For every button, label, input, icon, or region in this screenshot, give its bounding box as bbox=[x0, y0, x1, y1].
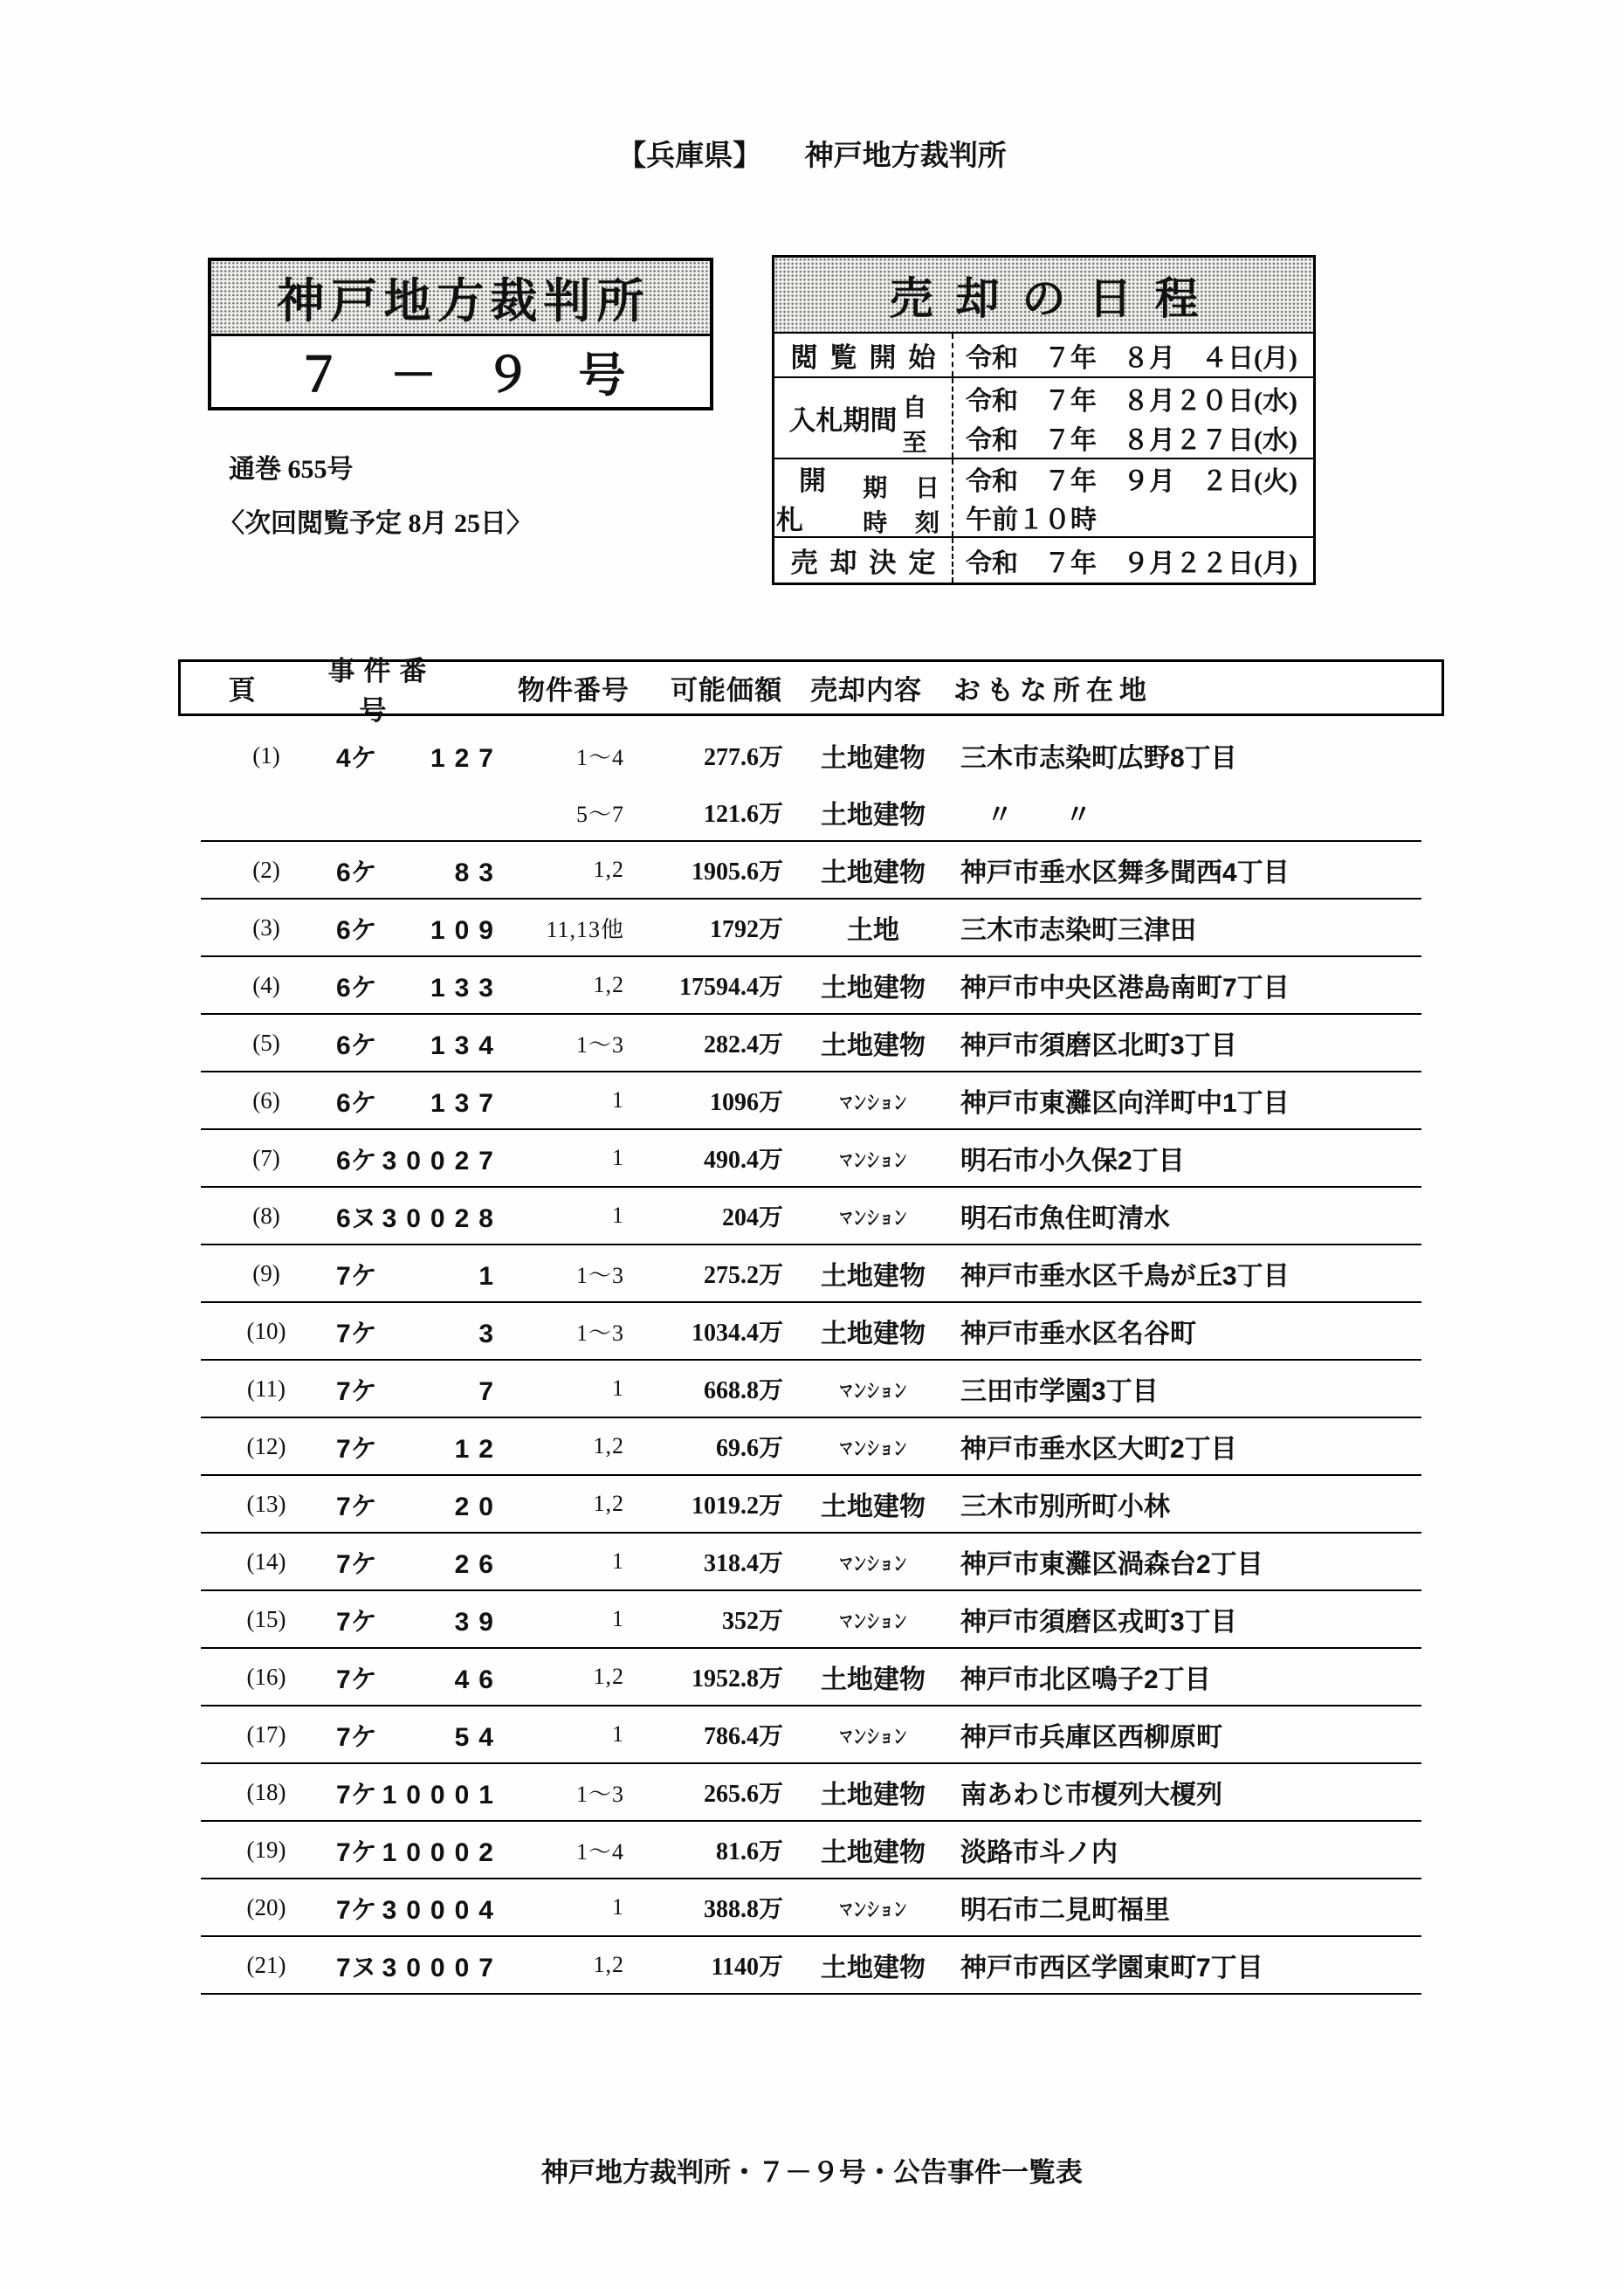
row-page-number: (14) bbox=[246, 1548, 286, 1575]
row-minimum-price: 17594.4万 bbox=[678, 974, 783, 1001]
row-minimum-price: 275.2万 bbox=[703, 1262, 783, 1289]
row-case-number bbox=[336, 1658, 503, 1696]
row-minimum-price: 1792万 bbox=[709, 916, 783, 943]
row-location: 神戸市西区学園東町7丁目 bbox=[960, 1954, 1263, 1982]
header-location: おもな所在地 bbox=[953, 675, 1153, 706]
row-sale-content: マンション bbox=[839, 1724, 907, 1748]
volume-number: 通巻 655号 bbox=[229, 455, 354, 484]
row-case-prefix: 7ケ bbox=[336, 1608, 377, 1637]
row-case-number bbox=[336, 736, 503, 775]
schedule-date: 令和 ７年 ８月２７日(水) bbox=[966, 426, 1297, 456]
row-case-digits: 10002 bbox=[382, 1838, 503, 1867]
row-case-digits: 134 bbox=[430, 1031, 503, 1060]
table-row bbox=[201, 1303, 1421, 1361]
row-case-number bbox=[336, 1600, 503, 1638]
row-case-digits: 109 bbox=[430, 916, 503, 945]
row-location: 三田市学園3丁目 bbox=[960, 1377, 1159, 1406]
case-list-table bbox=[178, 655, 1444, 1995]
row-location: 神戸市北区鳴子2丁目 bbox=[960, 1665, 1211, 1694]
row-page-number: (12) bbox=[246, 1432, 286, 1459]
row-sale-content: 土地 bbox=[847, 916, 899, 945]
row-case-prefix: 7ケ bbox=[336, 1550, 377, 1579]
row-minimum-price: 490.4万 bbox=[703, 1147, 783, 1174]
row-location: 神戸市垂水区舞多聞西4丁目 bbox=[960, 858, 1290, 887]
row-page-number: (1) bbox=[252, 741, 280, 769]
header-case-number: 事件番号 bbox=[327, 655, 436, 726]
row-location: 南あわじ市榎列大榎列 bbox=[960, 1781, 1222, 1810]
row-case-prefix: 7ヌ bbox=[336, 1954, 377, 1982]
row-page-number: (8) bbox=[252, 1202, 280, 1229]
row-location: 神戸市兵庫区西柳原町 bbox=[960, 1723, 1222, 1752]
table-row bbox=[201, 957, 1421, 1015]
schedule-row-bid-period bbox=[774, 376, 1313, 458]
row-case-prefix: 7ケ bbox=[336, 1377, 377, 1406]
row-location: 淡路市斗ノ内 bbox=[960, 1838, 1118, 1867]
schedule-row-sale-decision bbox=[774, 536, 1313, 583]
row-page-number: (3) bbox=[252, 914, 280, 941]
schedule-value-viewing-start bbox=[953, 334, 1313, 376]
row-property-numbers: 1,2 bbox=[593, 857, 624, 882]
row-minimum-price: 786.4万 bbox=[703, 1723, 783, 1750]
header-page: 頁 bbox=[228, 675, 256, 706]
row-minimum-price: 1140万 bbox=[711, 1954, 783, 1981]
row-case-number bbox=[336, 1485, 503, 1523]
row-case-prefix: 6ケ bbox=[336, 974, 377, 1003]
row-case-number bbox=[336, 1773, 503, 1811]
row-case-number bbox=[336, 1369, 503, 1408]
row-case-prefix: 7ケ bbox=[336, 1723, 377, 1752]
table-row bbox=[201, 1764, 1421, 1822]
row-case-prefix: 7ケ bbox=[336, 1493, 377, 1521]
row-location: 神戸市中央区港島南町7丁目 bbox=[960, 974, 1290, 1003]
row-property-numbers: 1 bbox=[612, 1606, 624, 1631]
schedule-label-sub-stack bbox=[902, 389, 938, 456]
row-case-digits: 46 bbox=[454, 1665, 503, 1694]
row-minimum-price: 318.4万 bbox=[703, 1550, 783, 1577]
row-sale-content: マンション bbox=[839, 1551, 907, 1575]
row-case-prefix: 6ケ bbox=[336, 916, 377, 945]
schedule-row-bid-opening bbox=[774, 458, 1313, 536]
row-property-numbers: 1 bbox=[612, 1894, 624, 1920]
row-property-numbers: 1〜3 bbox=[575, 1781, 624, 1807]
row-case-digits: 20 bbox=[454, 1493, 503, 1521]
table-row bbox=[201, 1591, 1421, 1649]
row-minimum-price: 282.4万 bbox=[703, 1031, 783, 1058]
row-minimum-price: 204万 bbox=[721, 1204, 783, 1231]
row-property-numbers: 1,2 bbox=[593, 1664, 624, 1689]
sale-schedule-title: 売却の日程 bbox=[774, 258, 1313, 332]
row-minimum-price: 1034.4万 bbox=[691, 1320, 783, 1347]
schedule-label-bid-opening bbox=[774, 459, 953, 536]
schedule-date: 令和 ７年 ８月２０日(水) bbox=[966, 386, 1297, 416]
row-minimum-price: 81.6万 bbox=[715, 1838, 783, 1865]
row-case-prefix: 7ケ bbox=[336, 1665, 377, 1694]
row-case-number bbox=[336, 1542, 503, 1581]
row-case-prefix: 7ケ bbox=[336, 1262, 377, 1291]
row-sale-content: 土地建物 bbox=[821, 1031, 926, 1060]
row-sale-content: 土地建物 bbox=[821, 1665, 926, 1694]
schedule-sub-date: 期 日 bbox=[863, 474, 950, 502]
row-property-numbers: 1〜4 bbox=[575, 744, 624, 770]
table-row bbox=[201, 1937, 1421, 1995]
row-location: 神戸市垂水区大町2丁目 bbox=[960, 1435, 1237, 1464]
case-list-header-row bbox=[178, 655, 1444, 726]
row-case-digits: 1 bbox=[478, 1262, 503, 1291]
schedule-date: 令和 ７年 ９月２２日(月) bbox=[966, 548, 1297, 578]
row-case-number bbox=[336, 1024, 503, 1062]
row-case-number bbox=[336, 966, 503, 1004]
table-row bbox=[201, 900, 1421, 957]
page-header: 【兵庫県】 神戸地方裁判所 bbox=[617, 141, 1007, 172]
row-case-digits: 133 bbox=[430, 974, 503, 1003]
table-row bbox=[201, 1188, 1421, 1245]
row-case-digits: 30028 bbox=[382, 1204, 503, 1233]
row-location: 明石市二見町福里 bbox=[960, 1896, 1170, 1925]
row-sale-content: 土地建物 bbox=[821, 1781, 926, 1810]
row-property-numbers: 1,2 bbox=[593, 1952, 624, 1977]
row-minimum-price: 1019.2万 bbox=[691, 1493, 783, 1520]
table-row bbox=[201, 1418, 1421, 1476]
table-row bbox=[201, 784, 1421, 842]
row-sale-content: 土地建物 bbox=[821, 744, 926, 773]
row-case-digits: 26 bbox=[454, 1550, 503, 1579]
row-case-digits: 137 bbox=[430, 1089, 503, 1118]
next-viewing-note: 〈次回閲覧予定 8月 25日〉 bbox=[218, 509, 533, 538]
row-case-digits: 12 bbox=[454, 1435, 503, 1464]
row-sale-content: マンション bbox=[839, 1090, 907, 1113]
row-location: 明石市魚住町清水 bbox=[960, 1204, 1170, 1233]
row-case-number bbox=[336, 1081, 503, 1120]
row-case-prefix: 6ケ bbox=[336, 1089, 377, 1118]
row-case-prefix: 7ケ bbox=[336, 1320, 377, 1348]
row-location: 神戸市東灘区渦森台2丁目 bbox=[960, 1550, 1263, 1579]
schedule-sub-from: 自 bbox=[902, 393, 938, 421]
row-case-digits: 127 bbox=[430, 744, 503, 773]
row-property-numbers: 5〜7 bbox=[575, 801, 624, 827]
schedule-value-bid-opening bbox=[953, 459, 1313, 536]
row-case-prefix: 6ケ bbox=[336, 1031, 377, 1060]
row-page-number: (13) bbox=[246, 1490, 286, 1517]
row-property-numbers: 1 bbox=[612, 1145, 624, 1170]
row-sale-content: 土地建物 bbox=[821, 1262, 926, 1291]
row-property-numbers: 1,2 bbox=[593, 1491, 624, 1516]
row-page-number: (9) bbox=[252, 1259, 280, 1286]
row-case-digits: 83 bbox=[454, 858, 503, 887]
row-page-number: (18) bbox=[246, 1778, 286, 1805]
schedule-label-sale-decision bbox=[774, 538, 953, 583]
row-page-number: (5) bbox=[252, 1029, 280, 1056]
header-property-no: 物件番号 bbox=[518, 675, 630, 706]
row-minimum-price: 1096万 bbox=[709, 1089, 783, 1116]
schedule-date: 令和 ７年 ８月 ４日(月) bbox=[966, 343, 1297, 373]
table-row bbox=[201, 1706, 1421, 1764]
row-sale-content: マンション bbox=[839, 1205, 907, 1229]
row-property-numbers: 1 bbox=[612, 1203, 624, 1228]
row-case-prefix: 4ケ bbox=[336, 744, 377, 773]
court-issue-title-box bbox=[208, 258, 713, 410]
row-page-number: (6) bbox=[252, 1086, 280, 1113]
row-case-prefix: 7ケ bbox=[336, 1838, 377, 1867]
row-sale-content: 土地建物 bbox=[821, 1838, 926, 1867]
row-page-number: (11) bbox=[247, 1375, 286, 1402]
row-case-prefix: 6ケ bbox=[336, 858, 377, 887]
row-case-digits: 7 bbox=[478, 1377, 503, 1406]
schedule-time: 午前１０時 bbox=[966, 506, 1097, 534]
row-minimum-price: 1952.8万 bbox=[691, 1665, 783, 1693]
header-minimum-price: 可能価額 bbox=[671, 675, 782, 706]
row-case-number bbox=[336, 1715, 503, 1754]
row-case-number bbox=[336, 1888, 503, 1927]
table-row bbox=[201, 1649, 1421, 1706]
issue-number-banner: ７ － ９ 号 bbox=[211, 334, 710, 407]
row-location: 三木市別所町小林 bbox=[960, 1493, 1170, 1521]
row-sale-content: マンション bbox=[839, 1436, 907, 1459]
row-location: 神戸市東灘区向洋町中1丁目 bbox=[960, 1089, 1290, 1118]
schedule-label-viewing-start bbox=[774, 334, 953, 376]
sale-schedule-table bbox=[772, 255, 1316, 585]
row-case-digits: 10001 bbox=[382, 1781, 503, 1810]
row-sale-content: マンション bbox=[839, 1148, 907, 1171]
row-case-number bbox=[336, 851, 503, 889]
table-row bbox=[201, 727, 1421, 784]
row-page-number: (15) bbox=[246, 1605, 286, 1632]
schedule-sub-time: 時 刻 bbox=[863, 509, 950, 537]
row-case-digits: 30007 bbox=[382, 1954, 503, 1982]
row-case-digits: 30027 bbox=[382, 1147, 503, 1176]
schedule-sub-to: 至 bbox=[902, 428, 938, 456]
row-page-number: (16) bbox=[246, 1663, 286, 1690]
row-minimum-price: 265.6万 bbox=[703, 1781, 783, 1808]
page-footer: 神戸地方裁判所・７－９号・公告事件一覧表 bbox=[541, 2157, 1083, 2188]
row-property-numbers: 1〜4 bbox=[575, 1838, 624, 1865]
row-minimum-price: 121.6万 bbox=[703, 801, 783, 828]
table-row bbox=[201, 1879, 1421, 1937]
row-case-number bbox=[336, 1831, 503, 1869]
row-property-numbers: 11,13他 bbox=[546, 916, 624, 942]
row-sale-content: マンション bbox=[839, 1609, 907, 1632]
row-case-digits: 3 bbox=[478, 1320, 503, 1348]
schedule-label-sub-stack bbox=[863, 469, 950, 537]
row-page-number: (2) bbox=[252, 856, 280, 883]
row-property-numbers: 1 bbox=[612, 1087, 624, 1113]
row-property-numbers: 1 bbox=[612, 1375, 624, 1401]
row-page-number: (21) bbox=[246, 1951, 286, 1978]
row-case-prefix: 6ヌ bbox=[336, 1204, 377, 1233]
row-sale-content: マンション bbox=[839, 1378, 907, 1402]
row-minimum-price: 668.8万 bbox=[703, 1377, 783, 1404]
table-row bbox=[201, 1015, 1421, 1072]
row-sale-content: 土地建物 bbox=[821, 974, 926, 1003]
row-case-number bbox=[336, 1946, 503, 1984]
table-row bbox=[201, 1245, 1421, 1303]
row-location: 神戸市須磨区北町3丁目 bbox=[960, 1031, 1237, 1060]
schedule-date: 令和 ７年 ９月 ２日(火) bbox=[966, 467, 1297, 496]
row-case-prefix: 7ケ bbox=[336, 1435, 377, 1464]
row-property-numbers: 1,2 bbox=[593, 1433, 624, 1458]
row-property-numbers: 1〜3 bbox=[575, 1262, 624, 1288]
row-case-digits: 39 bbox=[454, 1608, 503, 1637]
row-minimum-price: 69.6万 bbox=[715, 1435, 783, 1462]
table-row bbox=[201, 1534, 1421, 1591]
row-minimum-price: 277.6万 bbox=[703, 744, 783, 771]
row-case-prefix: 7ケ bbox=[336, 1896, 377, 1925]
row-sale-content: 土地建物 bbox=[821, 1320, 926, 1348]
schedule-value-bid-period bbox=[953, 378, 1313, 458]
table-row bbox=[201, 1072, 1421, 1130]
row-page-number: (4) bbox=[252, 971, 280, 998]
row-case-number bbox=[336, 1427, 503, 1465]
row-property-numbers: 1 bbox=[612, 1548, 624, 1574]
row-case-prefix: 6ケ bbox=[336, 1147, 377, 1176]
row-property-numbers: 1〜3 bbox=[575, 1320, 624, 1346]
row-page-number: (20) bbox=[246, 1893, 286, 1920]
row-case-digits: 30004 bbox=[382, 1896, 503, 1925]
row-page-number: (17) bbox=[246, 1720, 286, 1748]
case-list-body bbox=[178, 716, 1444, 1995]
table-row bbox=[201, 842, 1421, 900]
row-minimum-price: 388.8万 bbox=[703, 1896, 783, 1923]
row-location: 神戸市須磨区戎町3丁目 bbox=[960, 1608, 1237, 1637]
row-case-digits: 54 bbox=[454, 1723, 503, 1752]
row-sale-content: 土地建物 bbox=[821, 1954, 926, 1982]
row-minimum-price: 352万 bbox=[721, 1608, 783, 1635]
court-name-banner: 神戸地方裁判所 bbox=[211, 261, 710, 334]
row-case-prefix: 7ケ bbox=[336, 1781, 377, 1810]
row-case-number bbox=[336, 1312, 503, 1350]
row-page-number: (7) bbox=[252, 1144, 280, 1171]
row-location: 三木市志染町三津田 bbox=[960, 916, 1196, 945]
schedule-label-text: 売却決定 bbox=[790, 548, 948, 578]
row-page-number: (19) bbox=[246, 1836, 286, 1863]
row-property-numbers: 1,2 bbox=[593, 972, 624, 997]
schedule-label-text: 閲覧開始 bbox=[790, 342, 948, 373]
row-location: 三木市志染町広野8丁目 bbox=[960, 744, 1237, 773]
schedule-row-viewing-start bbox=[774, 332, 1313, 376]
row-minimum-price: 1905.6万 bbox=[691, 858, 783, 886]
row-page-number: (10) bbox=[246, 1317, 286, 1344]
row-location: 神戸市垂水区千鳥が丘3丁目 bbox=[960, 1262, 1290, 1291]
row-sale-content: 土地建物 bbox=[821, 858, 926, 887]
row-sale-content: 土地建物 bbox=[821, 801, 926, 830]
row-case-number bbox=[336, 1139, 503, 1177]
schedule-value-sale-decision bbox=[953, 538, 1313, 583]
table-row bbox=[201, 1130, 1421, 1188]
row-case-number bbox=[336, 908, 503, 947]
row-location: 神戸市垂水区名谷町 bbox=[960, 1320, 1196, 1348]
row-sale-content: 土地建物 bbox=[821, 1493, 926, 1521]
row-location: 明石市小久保2丁目 bbox=[960, 1147, 1185, 1176]
schedule-label-text: 入札期間 bbox=[788, 405, 898, 436]
table-row bbox=[201, 1476, 1421, 1534]
table-row bbox=[201, 1822, 1421, 1879]
schedule-label-bid-period bbox=[774, 378, 953, 458]
row-sale-content: マンション bbox=[839, 1897, 907, 1920]
schedule-label-text: 開札 bbox=[776, 465, 849, 535]
row-property-numbers: 1〜3 bbox=[575, 1031, 624, 1058]
row-case-number bbox=[336, 1254, 503, 1293]
row-location: 〃 〃 bbox=[960, 801, 1091, 830]
row-case-number bbox=[336, 1196, 503, 1235]
table-row bbox=[201, 1361, 1421, 1418]
header-sale-content: 売却内容 bbox=[810, 675, 922, 706]
row-property-numbers: 1 bbox=[612, 1721, 624, 1747]
